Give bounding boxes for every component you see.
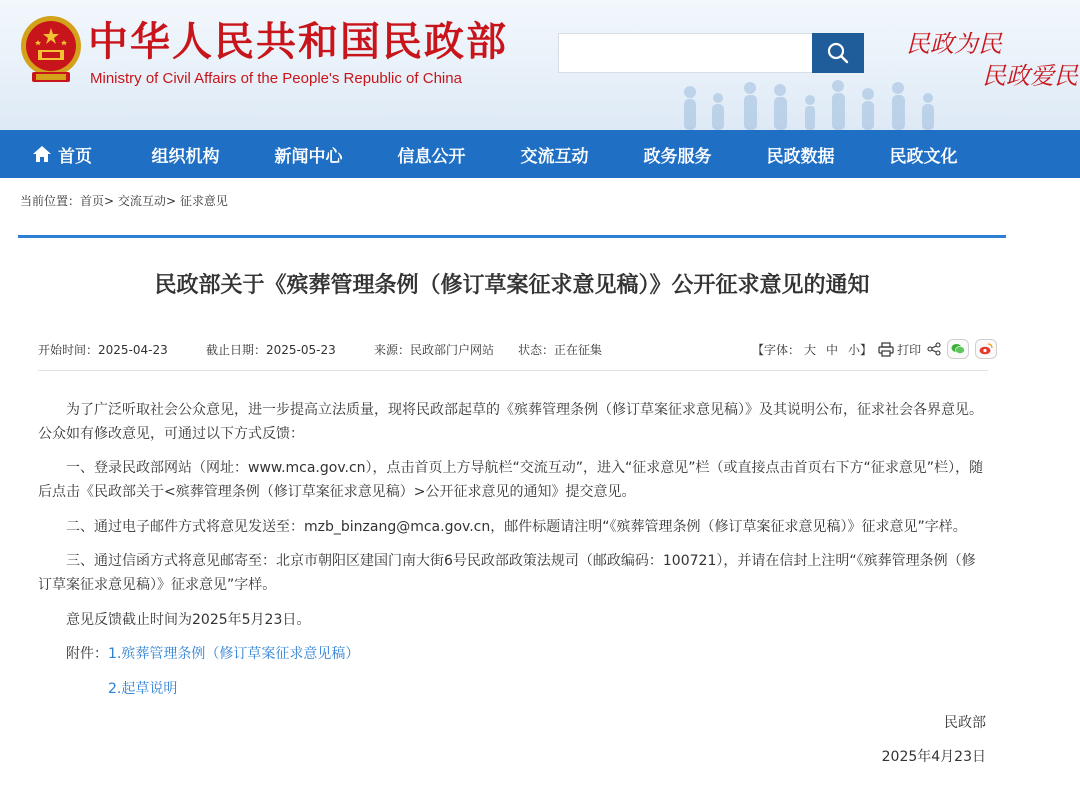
site-subtitle: Ministry of Civil Affairs of the People's Republic of China [90, 70, 462, 87]
font-size-label: 【字体： [752, 342, 801, 357]
slogan-line1: 民政为民 [906, 30, 1002, 58]
attachment-label: 附件： [66, 646, 108, 662]
nav-item-label: 民政数据 [766, 146, 835, 167]
slogan-line2: 民政爱民 [982, 62, 1078, 90]
print-button[interactable]: 打印 [897, 342, 922, 357]
nav-item-label: 组织机构 [151, 146, 220, 167]
start-time: 开始时间：2025-04-23 [38, 343, 168, 357]
weibo-share-button[interactable] [975, 339, 997, 359]
main-nav [0, 130, 1080, 178]
signature: 民政部 [944, 715, 986, 731]
source: 来源：民政部门户网站 [374, 343, 495, 357]
paragraph-method-3: 三、通过信函方式将意见邮寄至：北京市朝阳区建国门南大街6号民政部政策法规司（邮政编码：100721），并请在信封上注明“《殡葬管理条例（修订草案征求意见稿）》征求意见”字样。 [38, 553, 976, 593]
paragraph-deadline: 意见反馈截止时间为2025年5月23日。 [66, 612, 311, 628]
nav-item-label: 新闻中心 [274, 146, 343, 167]
breadcrumb [20, 192, 228, 209]
site-header [0, 0, 1080, 130]
status: 状态：正在征集 [518, 343, 603, 357]
printer-icon[interactable] [878, 342, 894, 357]
nav-item-culture[interactable] [862, 130, 985, 178]
wechat-icon [951, 343, 965, 355]
share-icon[interactable] [927, 342, 941, 356]
nav-item-news[interactable] [247, 130, 370, 178]
wechat-share-button[interactable] [947, 339, 969, 359]
font-small-button[interactable]: 小】 [848, 342, 873, 357]
nav-item-info-disclosure[interactable] [370, 130, 493, 178]
paragraph-method-1: 一、登录民政部网站（网址：www.mca.gov.cn），点击首页上方导航栏“交流互动”，进入“征求意见”栏（或直接点击首页右下方“征求意见”栏），随后点击《民政部关于<殡葬管理条例（修订草案征求意见稿）>公开征求意见的通知》提交意见。 [38, 460, 984, 500]
paragraph-method-2: 二、通过电子邮件方式将意见发送至：mzb_binzang@mca.gov.cn，邮件标题请注明“《殡葬管理条例（修订草案征求意见稿）》征求意见”字样。 [66, 519, 967, 535]
font-large-button[interactable]: 大 [804, 342, 817, 357]
breadcrumb-prefix: 当前位置： [20, 194, 81, 208]
home-icon [32, 145, 52, 163]
end-time: 截止日期：2025-05-23 [206, 343, 336, 357]
nav-item-label: 首页 [58, 146, 92, 167]
breadcrumb-sep: > [165, 194, 176, 208]
nav-item-label: 政务服务 [643, 146, 712, 167]
nav-item-label: 交流互动 [520, 146, 589, 167]
attachment-link-2[interactable]: 2.起草说明 [108, 681, 178, 697]
breadcrumb-interaction[interactable]: 交流互动 [117, 194, 166, 208]
article-tools [752, 338, 997, 360]
divider [38, 370, 988, 371]
attachment-row-2 [108, 677, 177, 701]
nav-item-data[interactable] [739, 130, 862, 178]
breadcrumb-consultation[interactable]: 征求意见 [179, 194, 228, 208]
nav-item-services[interactable] [616, 130, 739, 178]
people-silhouette-decoration [670, 78, 960, 130]
divider [18, 235, 1006, 238]
attachment-link-1[interactable]: 1.殡葬管理条例（修订草案征求意见稿） [108, 646, 360, 662]
nav-item-interaction[interactable] [493, 130, 616, 178]
search-icon [827, 42, 849, 64]
site-title: 中华人民共和国民政部 [88, 19, 508, 65]
nav-item-label: 信息公开 [397, 146, 466, 167]
breadcrumb-home[interactable]: 首页 [80, 194, 105, 208]
attachments [66, 642, 359, 666]
paragraph-intro: 为了广泛听取社会公众意见，进一步提高立法质量，现将民政部起草的《殡葬管理条例（修订草案征求意见稿）》及其说明公布，征求社会各界意见。公众如有修改意见，可通过以下方式反馈： [38, 402, 983, 442]
nav-item-label: 民政文化 [889, 146, 958, 167]
publish-date: 2025年4月23日 [881, 749, 986, 765]
nav-item-home[interactable] [0, 130, 124, 178]
search-button[interactable] [812, 33, 864, 73]
nav-item-organization[interactable] [124, 130, 247, 178]
breadcrumb-sep: > [104, 194, 115, 208]
weibo-icon [979, 343, 993, 355]
font-medium-button[interactable]: 中 [826, 342, 839, 357]
article-title: 民政部关于《殡葬管理条例（修订草案征求意见稿）》公开征求意见的通知 [154, 273, 870, 298]
search-input[interactable] [558, 33, 812, 73]
national-emblem-icon [18, 14, 84, 86]
